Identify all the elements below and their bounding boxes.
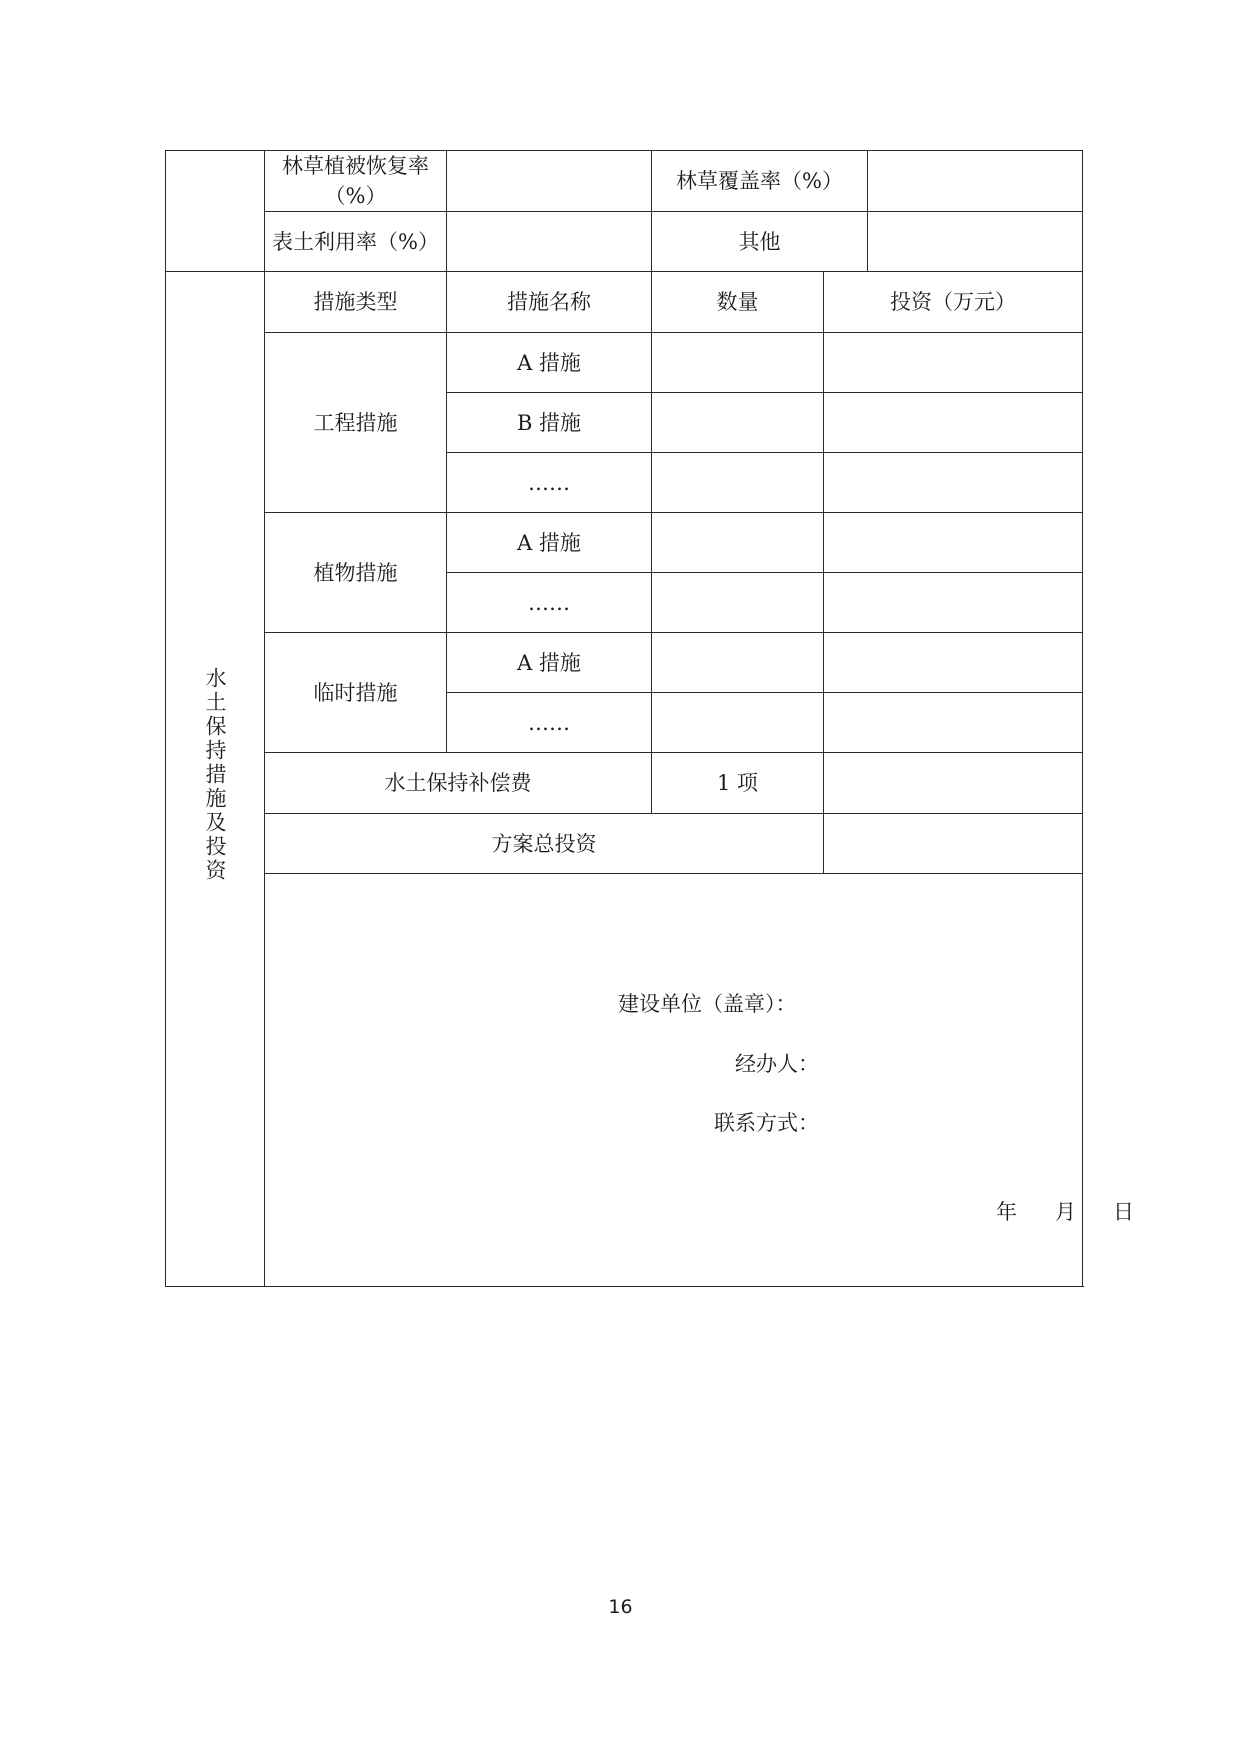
table-row	[166, 333, 1083, 393]
table-row	[166, 151, 1083, 212]
engineering-measure-name: A 措施	[447, 333, 652, 393]
forest-grass-recovery-value[interactable]	[447, 151, 652, 212]
compensation-fee-quantity: 1 项	[652, 753, 824, 814]
vegetation-measures-type: 植物措施	[265, 513, 447, 633]
total-investment-label: 方案总投资	[265, 814, 824, 874]
header-investment: 投资（万元）	[824, 272, 1083, 333]
engineering-measure-name: ……	[447, 453, 652, 513]
quantity-cell[interactable]	[652, 393, 824, 453]
forest-grass-cover-label: 林草覆盖率（%）	[652, 151, 868, 212]
date-month: 月	[1055, 1200, 1076, 1224]
quantity-cell[interactable]	[652, 453, 824, 513]
temporary-measure-name: A 措施	[447, 633, 652, 693]
table-row	[166, 212, 1083, 272]
engineering-measure-name: B 措施	[447, 393, 652, 453]
header-measure-type: 措施类型	[265, 272, 447, 333]
page-number: 16	[608, 1596, 633, 1618]
measures-section-label-text: 水土保持措施及投资	[203, 667, 227, 883]
date-year: 年	[996, 1200, 1017, 1224]
compensation-fee-label: 水土保持补偿费	[265, 753, 652, 814]
quantity-cell[interactable]	[652, 333, 824, 393]
forest-grass-recovery-label: 林草植被恢复率（%）	[265, 151, 447, 212]
investment-cell[interactable]	[824, 573, 1083, 633]
measures-section-label	[166, 272, 265, 1287]
table-row	[166, 814, 1083, 874]
table-row	[166, 633, 1083, 693]
investment-cell[interactable]	[824, 393, 1083, 453]
vegetation-measure-name: A 措施	[447, 513, 652, 573]
investment-cell[interactable]	[824, 633, 1083, 693]
table-row	[166, 874, 1083, 1287]
quantity-cell[interactable]	[652, 513, 824, 573]
quantity-cell[interactable]	[652, 633, 824, 693]
engineering-measures-type: 工程措施	[265, 333, 447, 513]
contact-label: 联系方式：	[714, 1111, 819, 1135]
table-row	[166, 272, 1083, 333]
other-label: 其他	[652, 212, 868, 272]
header-measure-name: 措施名称	[447, 272, 652, 333]
investment-cell[interactable]	[824, 333, 1083, 393]
temporary-measure-name: ……	[447, 693, 652, 753]
topsoil-use-label: 表土利用率（%）	[265, 212, 447, 272]
vegetation-measure-name: ……	[447, 573, 652, 633]
construction-unit-label: 建设单位（盖章）：	[618, 992, 797, 1016]
header-quantity: 数量	[652, 272, 824, 333]
forest-grass-cover-value[interactable]	[868, 151, 1083, 212]
date-day: 日	[1113, 1200, 1134, 1224]
investment-cell[interactable]	[824, 693, 1083, 753]
quantity-cell[interactable]	[652, 573, 824, 633]
handler-label: 经办人：	[735, 1052, 819, 1076]
blank-section-cell	[166, 151, 265, 272]
investment-cell[interactable]	[824, 453, 1083, 513]
total-investment-value[interactable]	[824, 814, 1083, 874]
investment-cell[interactable]	[824, 513, 1083, 573]
soil-conservation-form-table	[165, 150, 1134, 1287]
other-value[interactable]	[868, 212, 1083, 272]
temporary-measures-type: 临时措施	[265, 633, 447, 753]
topsoil-use-value[interactable]	[447, 212, 652, 272]
table-row	[166, 513, 1083, 573]
table-row	[166, 753, 1083, 814]
signature-area	[265, 874, 1134, 1287]
quantity-cell[interactable]	[652, 693, 824, 753]
compensation-fee-investment[interactable]	[824, 753, 1083, 814]
